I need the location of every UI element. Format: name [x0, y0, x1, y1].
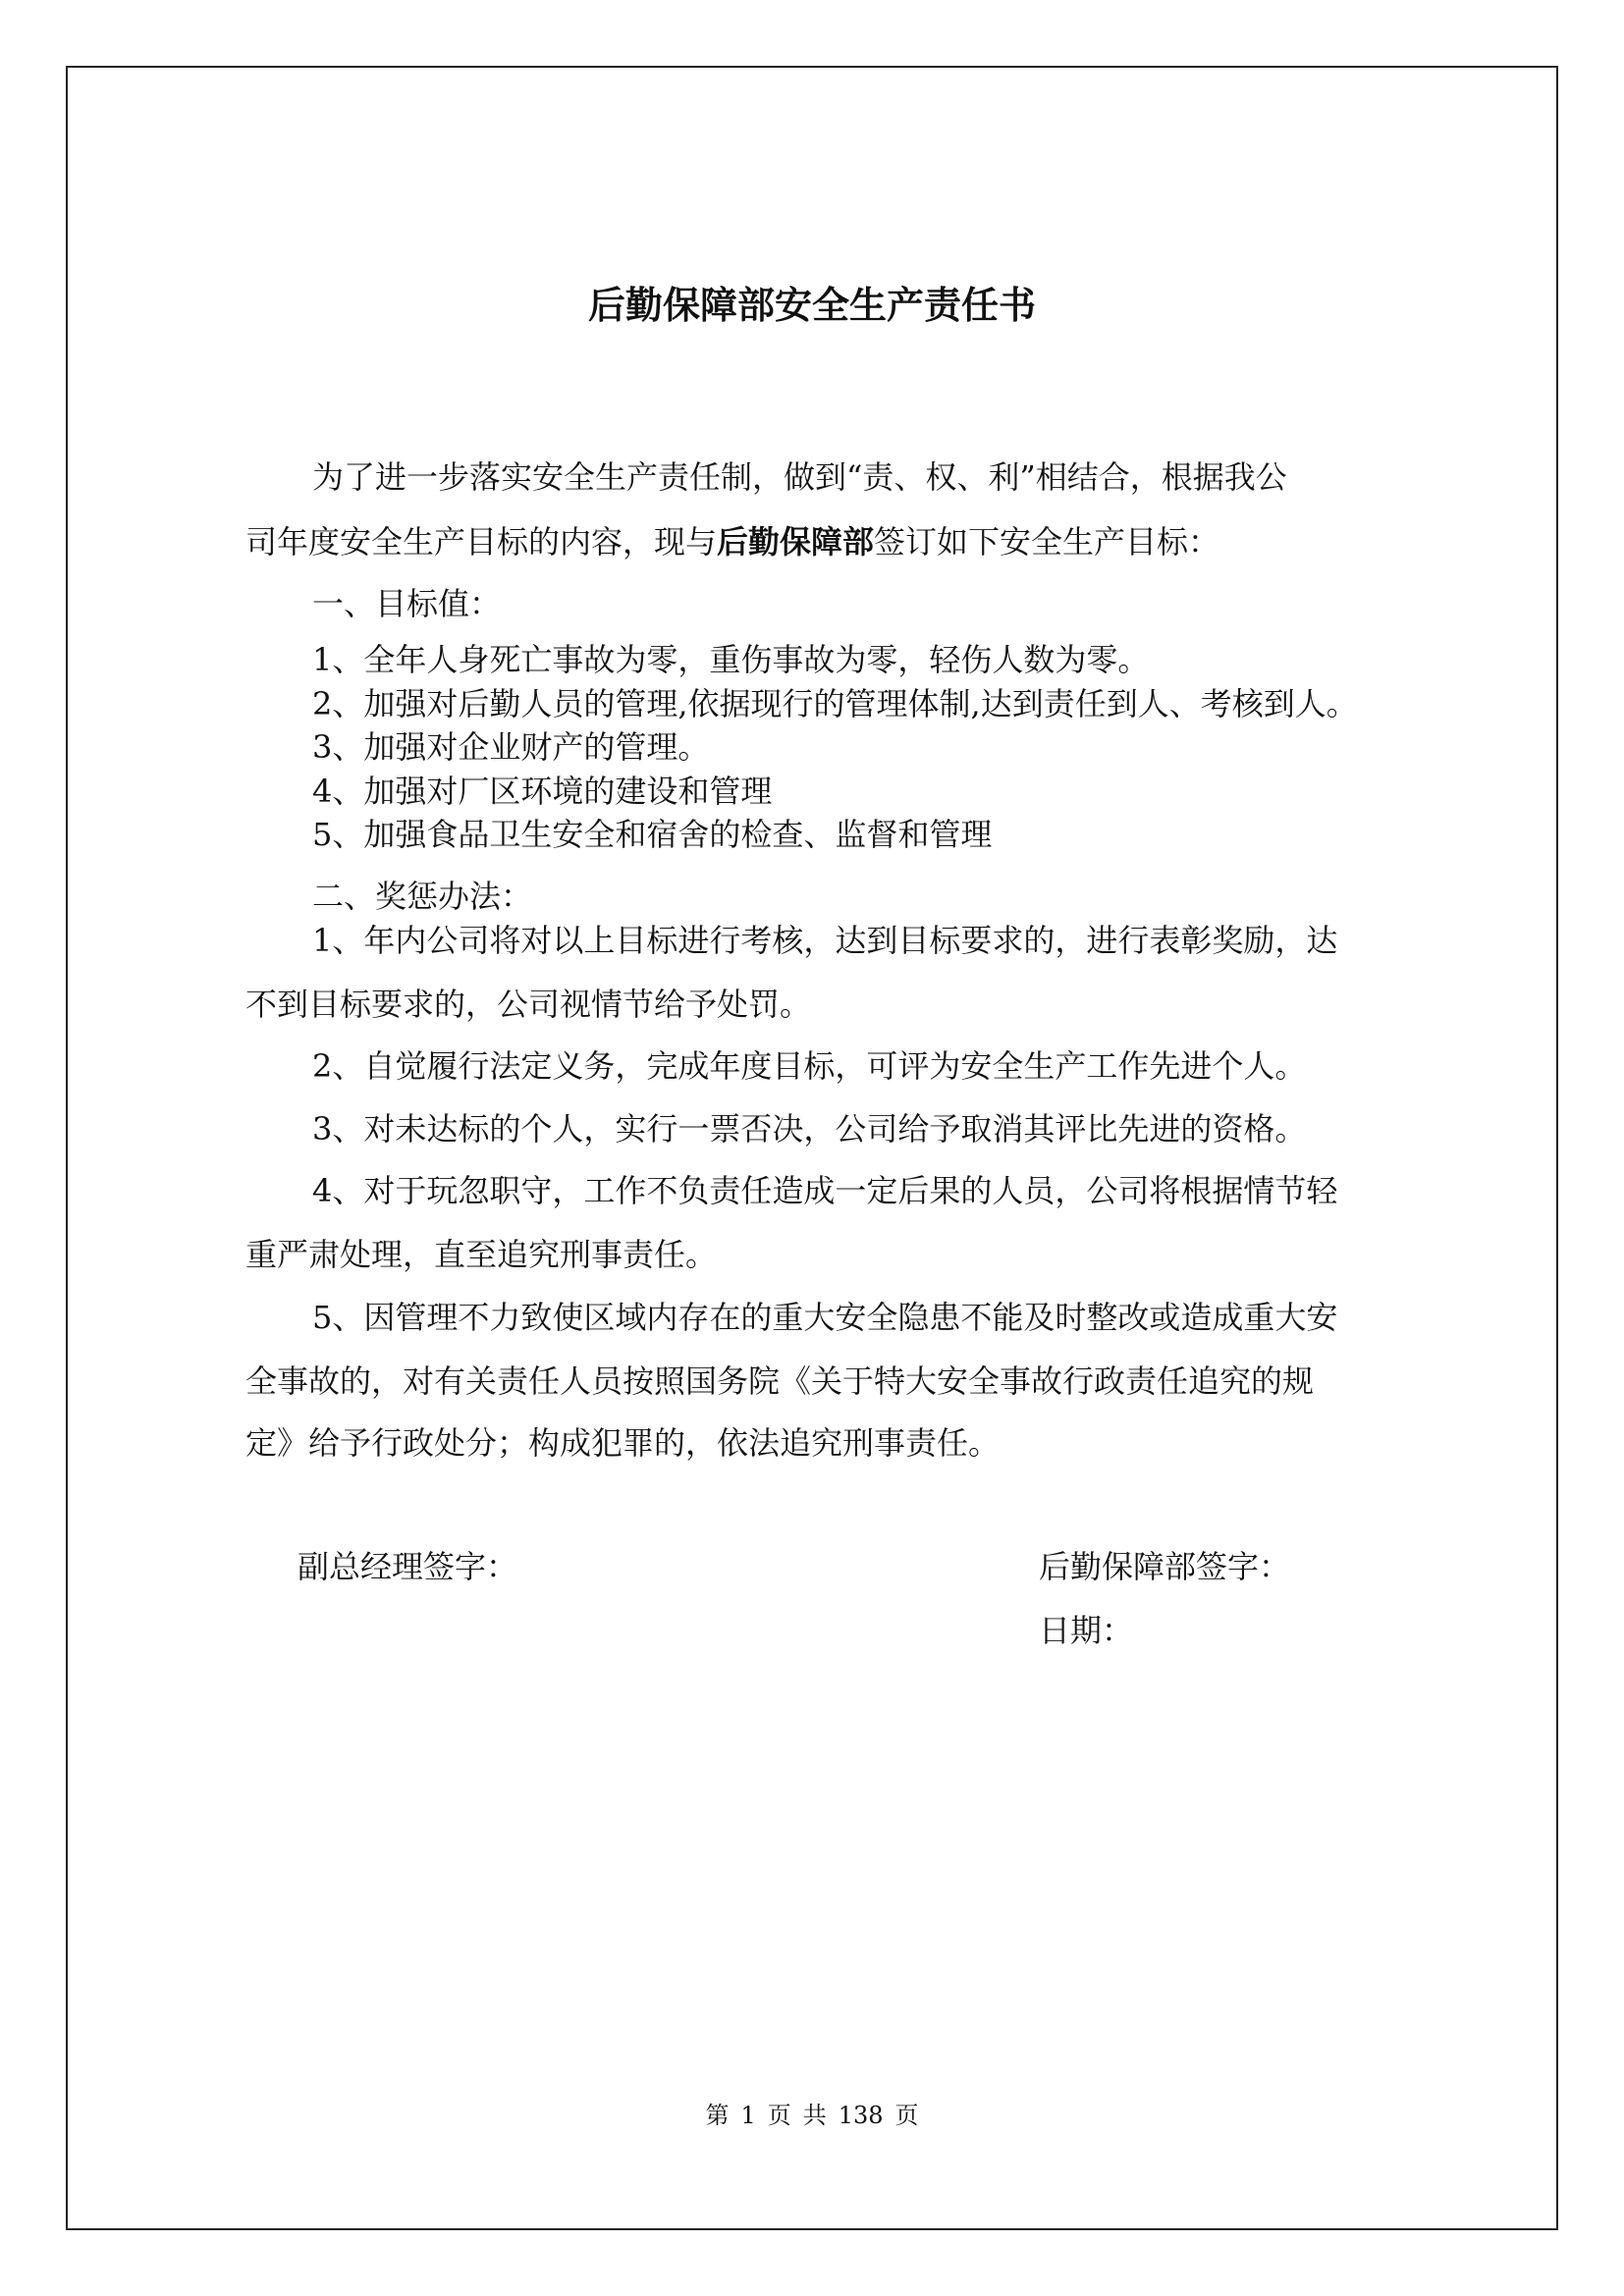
- target-item-4: 4、加强对厂区环境的建设和管理: [312, 773, 773, 810]
- intro-line-1: 为了进一步落实安全生产责任制，做到“责、权、利”相结合，根据我公: [312, 458, 1287, 496]
- rule-4-line-1: 4、对于玩忽职守，工作不负责任造成一定后果的人员，公司将根据情节轻: [312, 1172, 1338, 1209]
- intro-suffix: 签订如下安全生产目标：: [874, 523, 1220, 561]
- footer-page-number: 1: [740, 2102, 756, 2129]
- rule-5-line-2: 全事故的，对有关责任人员按照国务院《关于特大安全事故行政责任追究的规: [245, 1362, 1315, 1400]
- target-item-3: 3、加强对企业财产的管理。: [312, 728, 710, 766]
- rule-4-line-2: 重严肃处理，直至追究刑事责任。: [245, 1236, 718, 1273]
- page-footer: [0, 2101, 1624, 2130]
- footer-di: 第: [705, 2102, 730, 2129]
- footer-ye2: 页: [894, 2102, 919, 2129]
- section-2-heading: 二、奖惩办法：: [312, 878, 533, 915]
- target-item-5: 5、加强食品卫生安全和宿舍的检查、监督和管理: [312, 816, 993, 853]
- footer-total: 138: [838, 2102, 884, 2129]
- target-item-2: 2、加强对后勤人员的管理,依据现行的管理体制,达到责任到人、考核到人。: [312, 685, 1358, 722]
- rule-5-line-1: 5、因管理不力致使区域内存在的重大安全隐患不能及时整改或造成重大安: [312, 1299, 1338, 1336]
- document-title: 后勤保障部安全生产责任书: [587, 284, 1036, 327]
- rule-1-line-2: 不到目标要求的，公司视情节给予处罚。: [245, 986, 812, 1023]
- rule-2: 2、自觉履行法定义务，完成年度目标，可评为安全生产工作先进个人。: [312, 1047, 1307, 1085]
- target-item-1: 1、全年人身死亡事故为零，重伤事故为零，轻伤人数为零。: [312, 641, 1150, 678]
- footer-ye: 页: [767, 2102, 791, 2129]
- department-name: 后勤保障部: [717, 523, 875, 561]
- rule-1-line-1: 1、年内公司将对以上目标进行考核，达到目标要求的，进行表彰奖励，达: [312, 922, 1338, 959]
- rule-3: 3、对未达标的个人，实行一票否决，公司给予取消其评比先进的资格。: [312, 1110, 1307, 1148]
- signature-deputy-gm: 副总经理签字：: [298, 1548, 518, 1585]
- section-1-heading: 一、目标值：: [312, 585, 502, 622]
- intro-prefix: 司年度安全生产目标的内容，现与: [245, 523, 718, 561]
- intro-line-2: [245, 522, 1219, 561]
- signature-logistics-dept: 后勤保障部签字：: [1039, 1548, 1291, 1585]
- signature-date: 日期：: [1039, 1612, 1134, 1649]
- rule-5-line-3: 定》给予行政处分；构成犯罪的，依法追究刑事责任。: [245, 1424, 1001, 1462]
- footer-gong: 共: [802, 2102, 827, 2129]
